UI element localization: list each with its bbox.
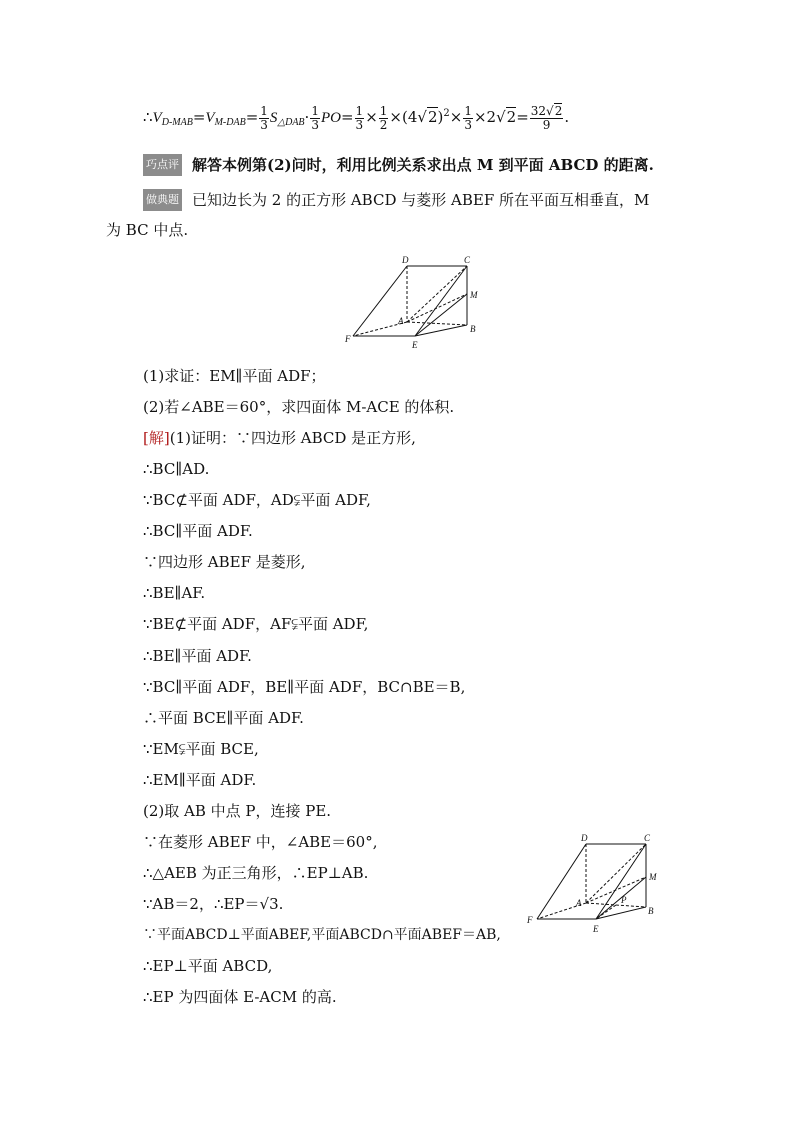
solution-line: ∴BE∥平面 ADF. [143, 647, 252, 665]
solution-line: ∴EM∥平面 ADF. [143, 771, 257, 789]
fig2-label-c: C [644, 833, 651, 843]
solution-line: ∴EP⊥平面 ABCD, [143, 957, 273, 975]
solution-line: ∴EP 为四面体 E-ACM 的高. [143, 988, 337, 1006]
figure-2 [520, 830, 670, 940]
fig1-label-d: D [402, 255, 409, 265]
problem-line-2: 为 BC 中点. [106, 221, 189, 239]
review-line [143, 154, 654, 176]
review-text: 解答本例第(2)问时，利用比例关系求出点 M 到平面 ABCD 的距离. [192, 156, 654, 174]
fig1-label-f: F [345, 334, 351, 344]
solution-line: ∵BE⊄平面 ADF，AF⫋平面 ADF, [143, 615, 369, 633]
solution-line: ∴△AEB 为正三角形，∴EP⊥AB. [143, 864, 369, 882]
solution-line: (2)取 AB 中点 P，连接 PE. [143, 802, 332, 820]
question-2: (2)若∠ABE＝60°，求四面体 M-ACE 的体积. [143, 398, 455, 416]
fig2-label-a: A [576, 898, 582, 908]
solution-line: ∵BC⊄平面 ADF，AD⫋平面 ADF, [143, 491, 371, 509]
fig2-label-f: F [527, 915, 533, 925]
solution-line: ∵在菱形 ABEF 中，∠ABE＝60°, [143, 833, 378, 851]
fig1-label-b: B [470, 324, 476, 334]
solution-first-text: (1)证明：∵四边形 ABCD 是正方形, [169, 429, 416, 447]
figure-1 [340, 252, 485, 352]
fig1-label-c: C [464, 255, 471, 265]
solution-line: ∴BE∥AF. [143, 584, 206, 602]
fig1-label-a: A [398, 316, 404, 326]
fig2-label-p: P [621, 895, 627, 905]
fig1-label-e: E [412, 340, 418, 350]
problem-text-1: 已知边长为 2 的正方形 ABCD 与菱形 ABEF 所在平面互相垂直，M [192, 191, 650, 209]
fig2-label-d: D [581, 833, 588, 843]
fig2-label-e: E [593, 924, 599, 934]
solution-line: ∵BC∥平面 ADF，BE∥平面 ADF，BC∩BE＝B, [143, 678, 466, 696]
solution-line: ∵平面ABCD⊥平面ABEF,平面ABCD∩平面ABEF＝AB, [143, 927, 501, 943]
solution-line: ∵四边形 ABEF 是菱形, [143, 553, 306, 571]
solution-line: ∴BC∥AD. [143, 460, 210, 478]
fig2-label-b: B [648, 906, 654, 916]
problem-line-1 [143, 189, 649, 211]
problem-tag: 做典题 [143, 189, 182, 211]
solution-line: ∵AB＝2，∴EP＝√3. [143, 895, 284, 913]
fig1-label-m: M [470, 290, 478, 300]
solution-line: ∴BC∥平面 ADF. [143, 522, 253, 540]
solution-label: [解] [143, 429, 170, 447]
solution-first-line [143, 428, 416, 448]
solution-line: ∵EM⫋平面 BCE, [143, 740, 259, 758]
review-tag: 巧点评 [143, 154, 182, 176]
solution-line: ∴平面 BCE∥平面 ADF. [143, 709, 304, 727]
volume-formula: $\therefore V_{D-MAB}=V_{M-DAB}=$ $\frac{1}{3}$ $S_{\triangle DAB}\cdot$ $\frac{1}{3}$ PO= $\frac{1}{3}$ × $\frac{1}{2}$ $\times(4√2)^2\times$ $\frac{1}{3}$ ×2√2= $\frac{32√2}{9}$ . [143, 103, 570, 132]
fig2-label-m: M [649, 872, 657, 882]
question-1: (1)求证：EM∥平面 ADF； [143, 367, 326, 385]
